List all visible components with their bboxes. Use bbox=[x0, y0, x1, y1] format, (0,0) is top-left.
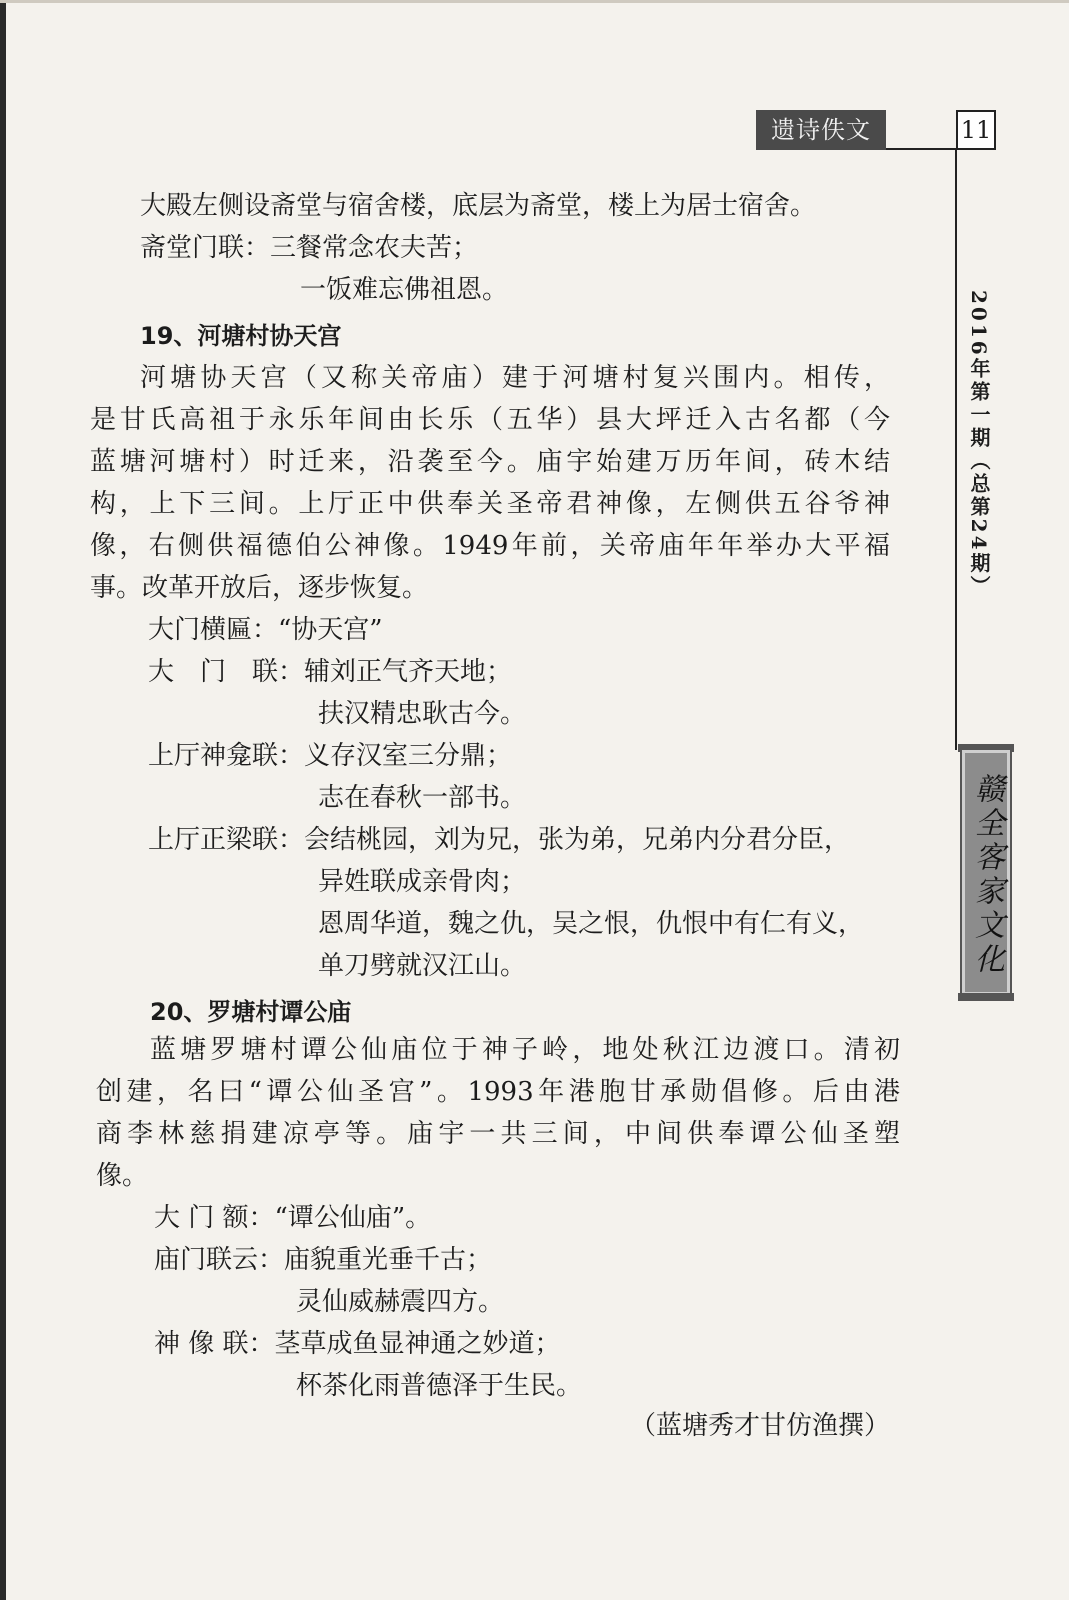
section-tag: 遗诗佚文 bbox=[756, 110, 886, 150]
text-line: 庙门联云：庙貌重光垂千古； bbox=[154, 1245, 493, 1275]
text-line: 杯茶化雨普德泽于生民。 bbox=[296, 1371, 583, 1401]
scan-edge bbox=[0, 0, 6, 1600]
text-line: 单刀劈就汉江山。 bbox=[318, 951, 527, 981]
text-line: 大殿左侧设斋堂与宿舍楼，底层为斋堂，楼上为居士宿舍。 bbox=[140, 191, 817, 221]
text-line: 像。 bbox=[96, 1161, 149, 1191]
text-line: 大 门 联：辅刘正气齐天地； bbox=[148, 657, 513, 687]
text-line: 一饭难忘佛祖恩。 bbox=[300, 275, 509, 305]
text-line: 构，上下三间。上厅正中供奉关圣帝君神像，左侧供五谷爷神 bbox=[90, 489, 890, 519]
text-line: 上厅正梁联：会结桃园，刘为兄，张为弟，兄弟内分君分臣， bbox=[148, 825, 851, 855]
text-line: 扶汉精忠耿古今。 bbox=[318, 699, 527, 729]
text-line: 蓝塘罗塘村谭公仙庙位于神子岭，地处秋江边渡口。清初 bbox=[150, 1035, 900, 1065]
text-line: 大 门 额：“谭公仙庙”。 bbox=[154, 1203, 432, 1233]
scroll-calligraphy: 赣全客家文化 bbox=[969, 773, 1004, 977]
attribution: （蓝塘秀才甘仿渔撰） bbox=[630, 1411, 891, 1441]
text-line: 上厅神龛联：义存汉室三分鼎； bbox=[148, 741, 513, 771]
page-number: 11 bbox=[956, 110, 996, 150]
issue-label: 2016年第一期（总第24期） bbox=[967, 290, 991, 599]
text-line: 异姓联成亲骨肉； bbox=[318, 867, 527, 897]
text-line: 志在春秋一部书。 bbox=[318, 783, 527, 813]
text-line: 神 像 联：茎草成鱼显神通之妙道； bbox=[154, 1329, 561, 1359]
scan-edge-top bbox=[0, 0, 1069, 3]
vertical-rule bbox=[955, 150, 957, 750]
section-heading: 19、河塘村协天宫 bbox=[140, 322, 342, 350]
header-rule bbox=[886, 148, 956, 150]
text-line: 商李林慈捐建凉亭等。庙宇一共三间，中间供奉谭公仙圣塑 bbox=[96, 1119, 900, 1149]
text-line: 事。改革开放后，逐步恢复。 bbox=[90, 573, 429, 603]
text-line: 像，右侧供福德伯公神像。1949年前，关帝庙年年举办大平福 bbox=[90, 531, 890, 561]
text-line: 灵仙威赫震四方。 bbox=[296, 1287, 505, 1317]
scroll-cap-bottom bbox=[958, 993, 1014, 1001]
text-line: 河塘协天宫（又称关帝庙）建于河塘村复兴围内。相传， bbox=[140, 363, 890, 393]
text-line: 是甘氏高祖于永乐年间由长乐（五华）县大坪迁入古名都（今 bbox=[90, 405, 890, 435]
section-heading: 20、罗塘村谭公庙 bbox=[150, 998, 352, 1026]
text-line: 创建，名曰“谭公仙圣宫”。1993年港胞甘承勋倡修。后由港 bbox=[96, 1077, 900, 1107]
text-line: 恩周华道，魏之仇，吴之恨，仇恨中有仁有义， bbox=[318, 909, 865, 939]
text-line: 蓝塘河塘村）时迁来，沿袭至今。庙宇始建万历年间，砖木结 bbox=[90, 447, 890, 477]
text-line: 大门横匾：“协天宫” bbox=[148, 615, 383, 645]
text-line: 斋堂门联：三餐常念农夫苦； bbox=[140, 233, 479, 263]
